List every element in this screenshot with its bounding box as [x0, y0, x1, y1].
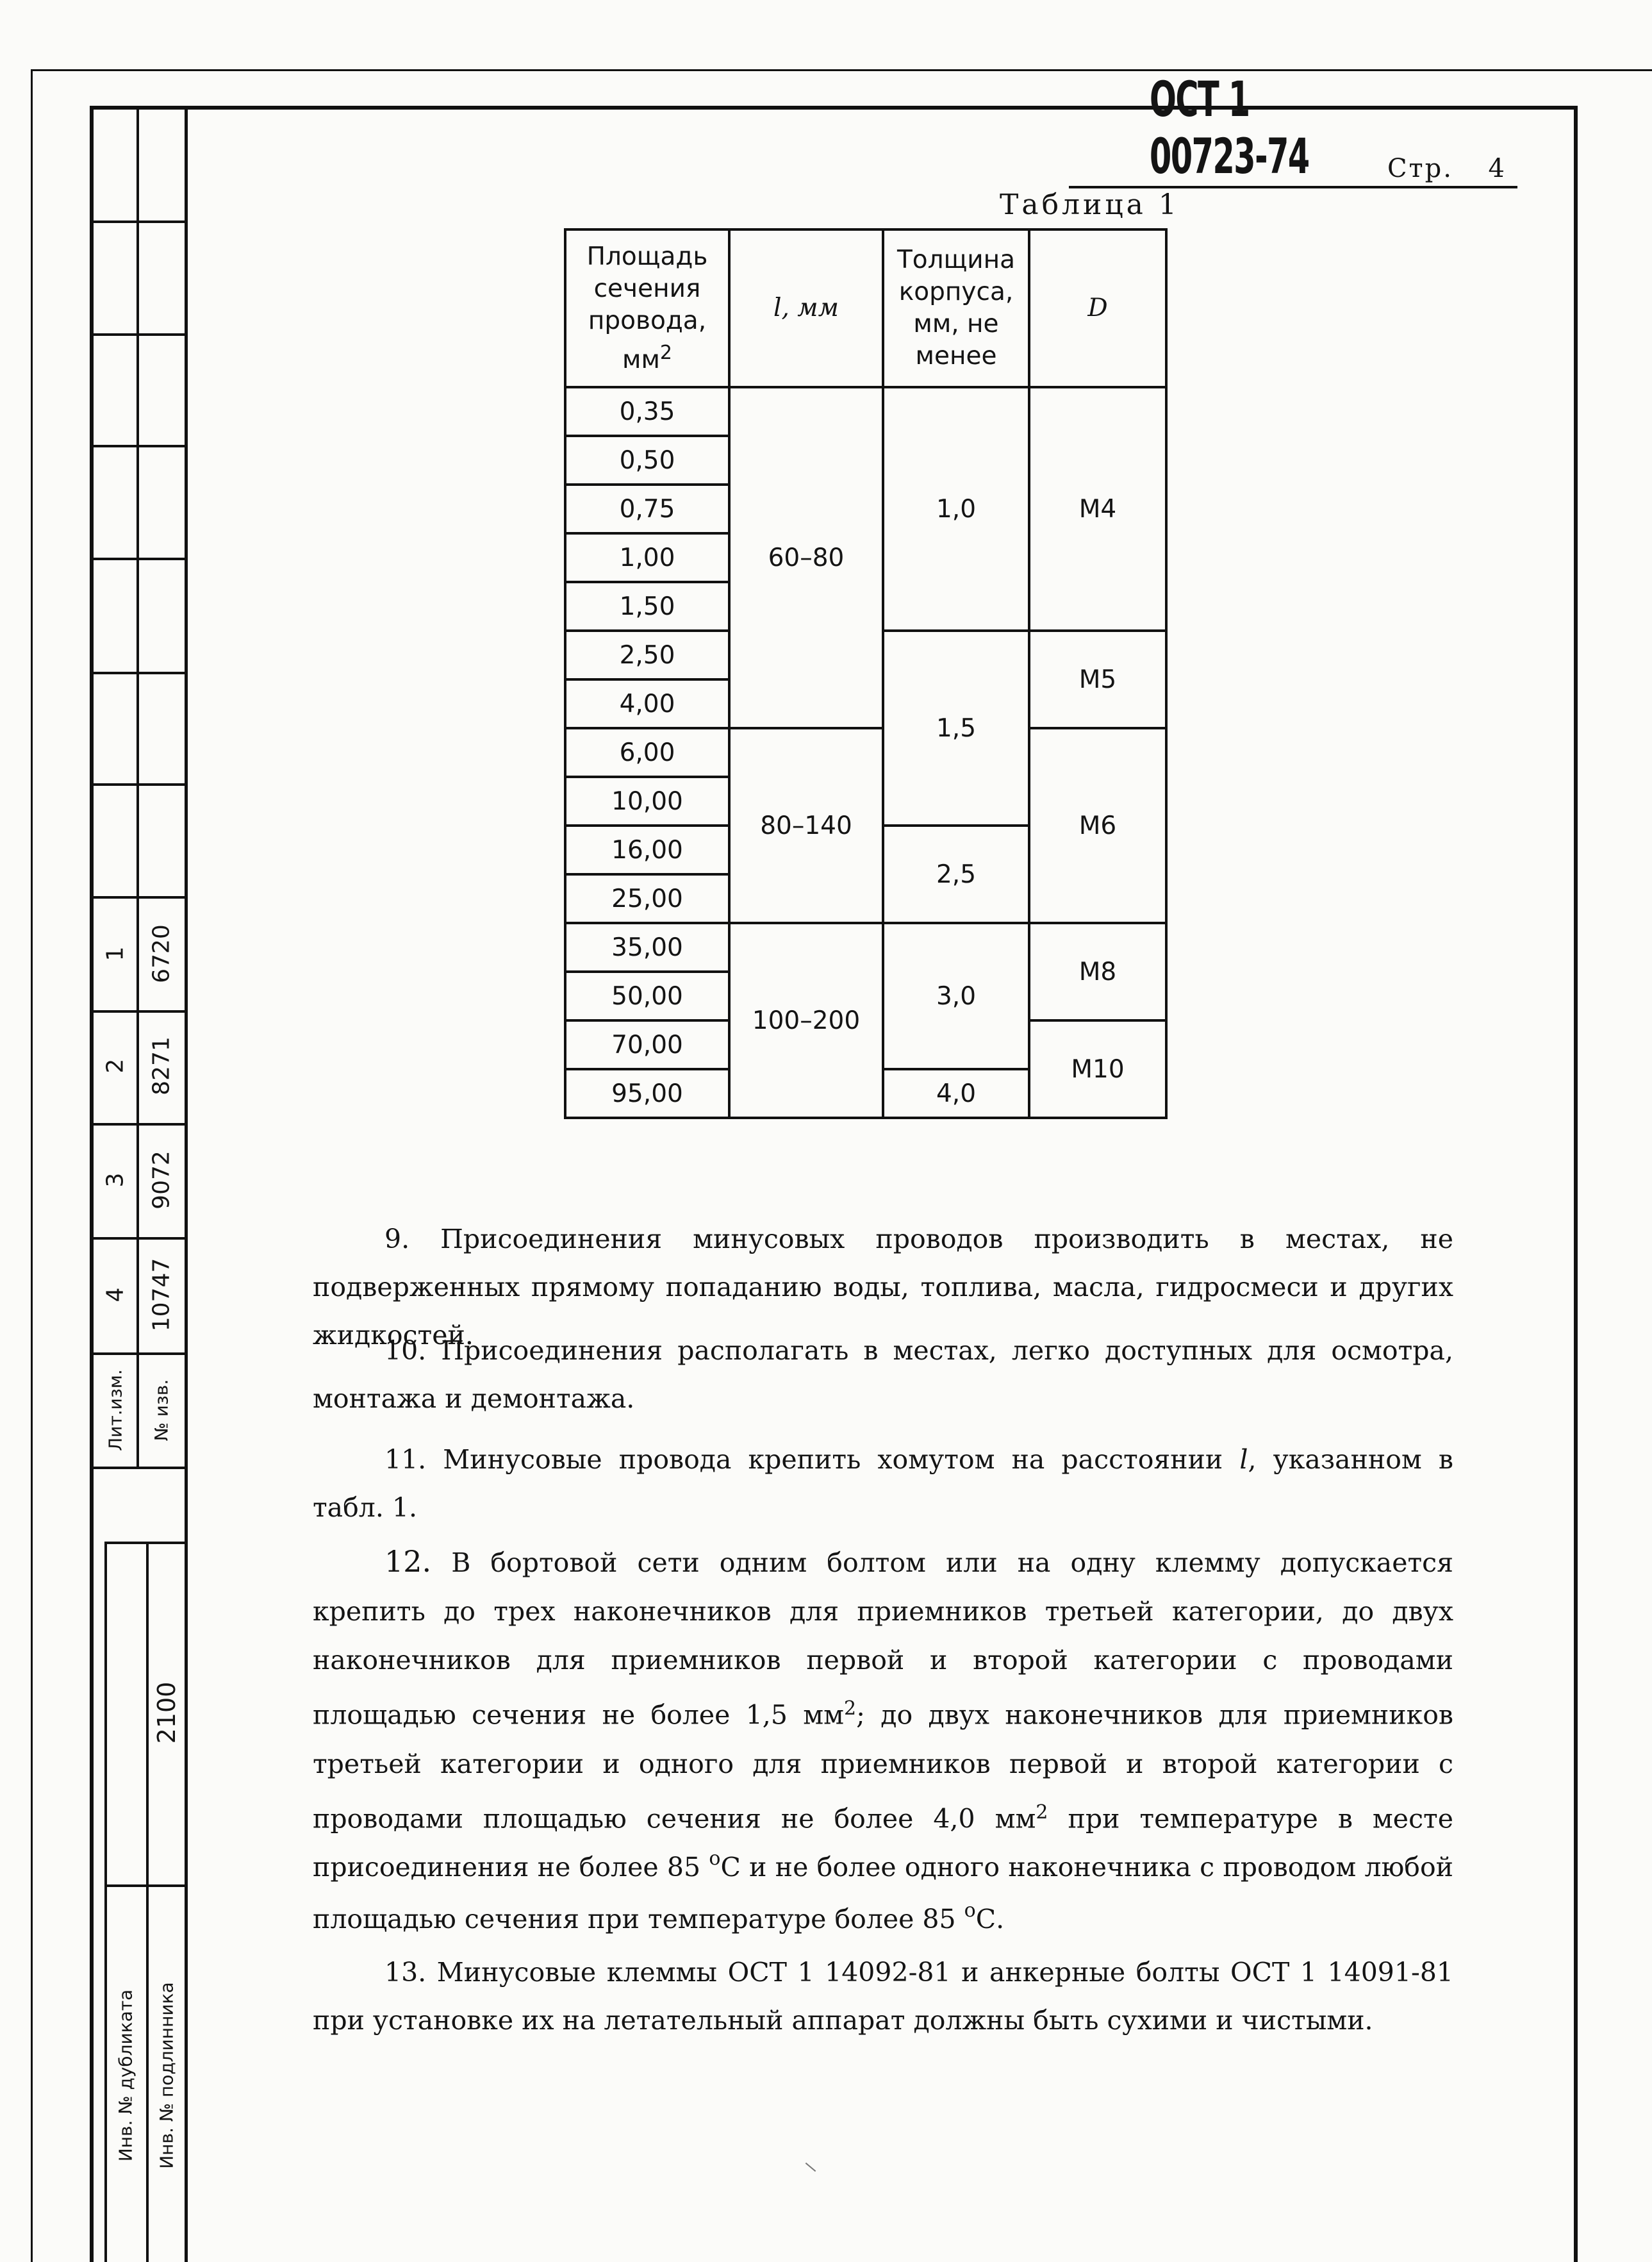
table-caption: Таблица 1: [1000, 188, 1180, 221]
page-number: 4: [1488, 154, 1505, 183]
section-cell: 0,35: [565, 387, 729, 436]
section-cell: 16,00: [565, 826, 729, 874]
length-cell: 60–80: [729, 387, 883, 728]
change-3-num: 9072: [148, 1151, 175, 1210]
lit-label: Лит.изм.: [104, 1369, 126, 1451]
section-cell: 95,00: [565, 1069, 729, 1118]
col-header-length: l, мм: [729, 229, 883, 387]
length-cell: 100–200: [729, 923, 883, 1118]
change-2-num: 8271: [148, 1036, 175, 1095]
change-4-num: 10747: [148, 1258, 175, 1332]
thickness-cell: 4,0: [883, 1069, 1029, 1118]
thickness-cell: 3,0: [883, 923, 1029, 1069]
section-cell: 6,00: [565, 728, 729, 777]
original-inventory-label: Инв. № подлинника: [156, 1982, 178, 2169]
paragraph-11: 11. Минусовые провода крепить хомутом на расстоянии l, указанном в табл. 1.: [313, 1444, 1453, 1523]
paragraph-13: 13. Минусовые клеммы ОСТ 1 14092-81 и анкерные болты ОСТ 1 14091-81 при установке их на летательный аппарат должны быть сухими и чистыми.: [313, 1957, 1453, 2036]
section-cell: 50,00: [565, 972, 729, 1020]
table-row: [565, 728, 1166, 777]
section-cell: 10,00: [565, 777, 729, 826]
paragraph-12: 12. В бортовой сети одним болтом или на одну клемму допускается крепить до трех наконечников для приемников третьей категории, до двух наконечников для приемников первой и второй категории с проводами площадью сечения не более 1,5 $мм^2$; до двух наконечников для приемников третьей категории и одного для приемников первой и второй категории с проводами площадью сечения не более 4,0 $мм^2$ при температуре в месте присоединения не более 85 $^o$С и не более одного наконечника с проводом любой площадью сечения при температуре более 85 $^o$С.: [313, 1544, 1453, 1935]
change-2-lit: 2: [102, 1058, 129, 1074]
section-cell: 1,50: [565, 582, 729, 631]
length-cell: 80–140: [729, 728, 883, 923]
section-cell: 0,50: [565, 436, 729, 485]
table-row: [565, 387, 1166, 436]
d-cell: М5: [1029, 631, 1166, 728]
d-cell: М10: [1029, 1020, 1166, 1118]
change-3-lit: 3: [102, 1172, 129, 1188]
thickness-cell: 1,0: [883, 387, 1029, 631]
change-1-num: 6720: [148, 924, 175, 983]
section-cell: 1,00: [565, 533, 729, 582]
original-inventory-value: 2100: [153, 1681, 181, 1744]
change-1-lit: 1: [102, 946, 129, 961]
table-row: [565, 923, 1166, 972]
col-header-section: Площадь сечения провода, $мм^2$: [565, 229, 729, 387]
thickness-cell: 1,5: [883, 631, 1029, 826]
change-4-lit: 4: [102, 1287, 129, 1302]
thickness-cell: 2,5: [883, 826, 1029, 923]
paragraph-9: 9. Присоединения минусовых проводов производить в местах, не подверженных прямому попаданию воды, топлива, масла, гидросмеси и других жидкостей.: [313, 1224, 1453, 1351]
table-header-row: [565, 229, 1166, 387]
d-cell: М4: [1029, 387, 1166, 631]
paragraph-10: 10. Присоединения располагать в местах, легко доступных для осмотра, монтажа и демонтажа.: [313, 1335, 1453, 1414]
section-cell: 70,00: [565, 1020, 729, 1069]
col-header-thickness: Толщина корпуса, мм, не менее: [883, 229, 1029, 387]
document-header: [1069, 71, 1517, 188]
document-code: ОСТ 1 00723-74: [1150, 71, 1309, 185]
d-cell: М6: [1029, 728, 1166, 923]
d-cell: М8: [1029, 923, 1166, 1020]
section-cell: 35,00: [565, 923, 729, 972]
section-cell: 2,50: [565, 631, 729, 679]
num-label: № изв.: [151, 1379, 172, 1442]
section-cell: 0,75: [565, 485, 729, 533]
duplicate-inventory-label: Инв. № дубликата: [115, 1989, 136, 2162]
section-cell: 25,00: [565, 874, 729, 923]
page-label: Стр.: [1387, 154, 1453, 183]
spec-table: [564, 228, 1168, 1119]
section-cell: 4,00: [565, 679, 729, 728]
col-header-d: D: [1029, 229, 1166, 387]
